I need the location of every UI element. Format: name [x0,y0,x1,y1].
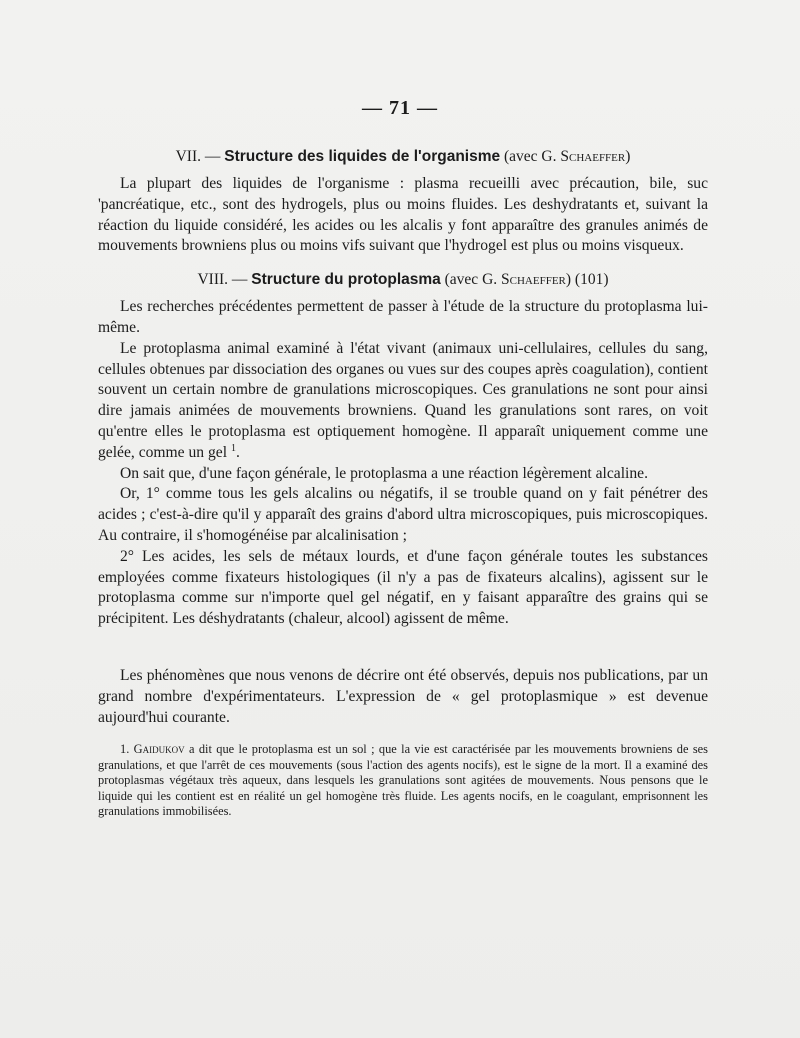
section-credit-name: Schaeffer [501,271,566,289]
page-number: — 71 — [362,97,438,119]
footnote-marker: 1. [120,742,130,757]
footnote-author: Gaidukov [133,742,185,757]
footnote-reference[interactable]: 1 [230,442,236,454]
section-heading-vii [98,148,708,166]
paragraph-with-footnote [98,339,708,464]
paragraph: La plupart des liquides de l'organisme : plasma recueilli avec précaution, bile, suc 'pancréatique, etc., sont des hydrogels, plus ou moins fluides. Les deshydratants et, suivant la réaction du liquide considéré, les acides ou les alcalis y font apparaître des granules animés de mouvements browniens plus ou moins vifs suivant que l'hydrogel est plus ou moins visqueux. [98,175,708,255]
section-credit-prefix: (avec G. [444,271,498,289]
section-title: Structure des liquides de l'organisme [224,148,501,165]
bleed-through-text [80,820,740,980]
section-title: Structure du protoplasma [251,271,441,289]
paragraph-end: . [235,443,240,461]
section-credit-suffix: ) [625,148,631,165]
paragraph: Les recherches précédentes permettent de passer à l'étude de la structure du protoplasma lui-même. [98,298,708,336]
footnote-text: a dit que le protoplasma est un sol ; que la vie est caractérisée par les mouvements browniens de ses granulations, et que l'arrêt de ces mouvements (sous l'action des agents nocifs), est le signe de la mort. Il a examiné des protoplasmas végétaux très aqueux, dans lesquels les granulations sont agitées de mouvements. Nous pensons que le liquide qui les contient est en réalité un gel homogène très fluide. Les agents nocifs, en le coagulant, emprisonnent les granulations immobilisées. [98,742,708,818]
paragraph-text: Le protoplasma animal examiné à l'état vivant (animaux uni-cellulaires, cellules du sang, cellules obtenues par dissociation des organes ou vues sur des coupes après coagulation), contient souvent un certain nombre de granulations microscopiques. Ces granulations ne sont pour ainsi dire jamais animées de mouvements browniens. Quand les granulations sont rares, on voit qu'entre elles le protoplasma est optiquement homogène. Il apparaît uniquement comme une gelée, comme un gel [98,339,708,461]
page-content [98,148,708,819]
section-credit-suffix: ) (101) [565,271,609,289]
footnote [98,742,708,819]
closing-paragraph: Les phénomènes que nous venons de décrire ont été observés, depuis nos publications, par un grand nombre d'expérimentateurs. L'expression de « gel protoplasmique » est devenue aujourd'hui courante. [98,666,708,726]
section-number: VII. — [175,148,221,165]
paragraph: On sait que, d'une façon générale, le protoplasma a une réaction légèrement alcaline. [120,464,648,482]
section-heading-viii [98,271,708,289]
section-credit-name: Schaeffer [560,148,626,165]
paragraph: 2° Les acides, les sels de métaux lourds, et d'une façon générale toutes les substances employées comme fixateurs histologiques (il n'y a pas de fixateurs alcalins), agissent sur le protoplasma comme sur n'importe quel gel négatif, en y faisant apparaître des grains qui se précipitent. Les déshydratants (chaleur, alcool) agissent de même. [98,547,708,628]
section-credit-prefix: (avec G. [504,148,557,165]
section-number: VIII. — [197,271,248,289]
paragraph: Or, 1° comme tous les gels alcalins ou négatifs, il se trouble quand on y fait pénétrer des acides ; c'est-à-dire qu'il y apparaît des grains d'abord ultra microscopiques, puis microscopiques. Au contraire, il s'homogénéise par alcalinisation ; [98,485,708,544]
